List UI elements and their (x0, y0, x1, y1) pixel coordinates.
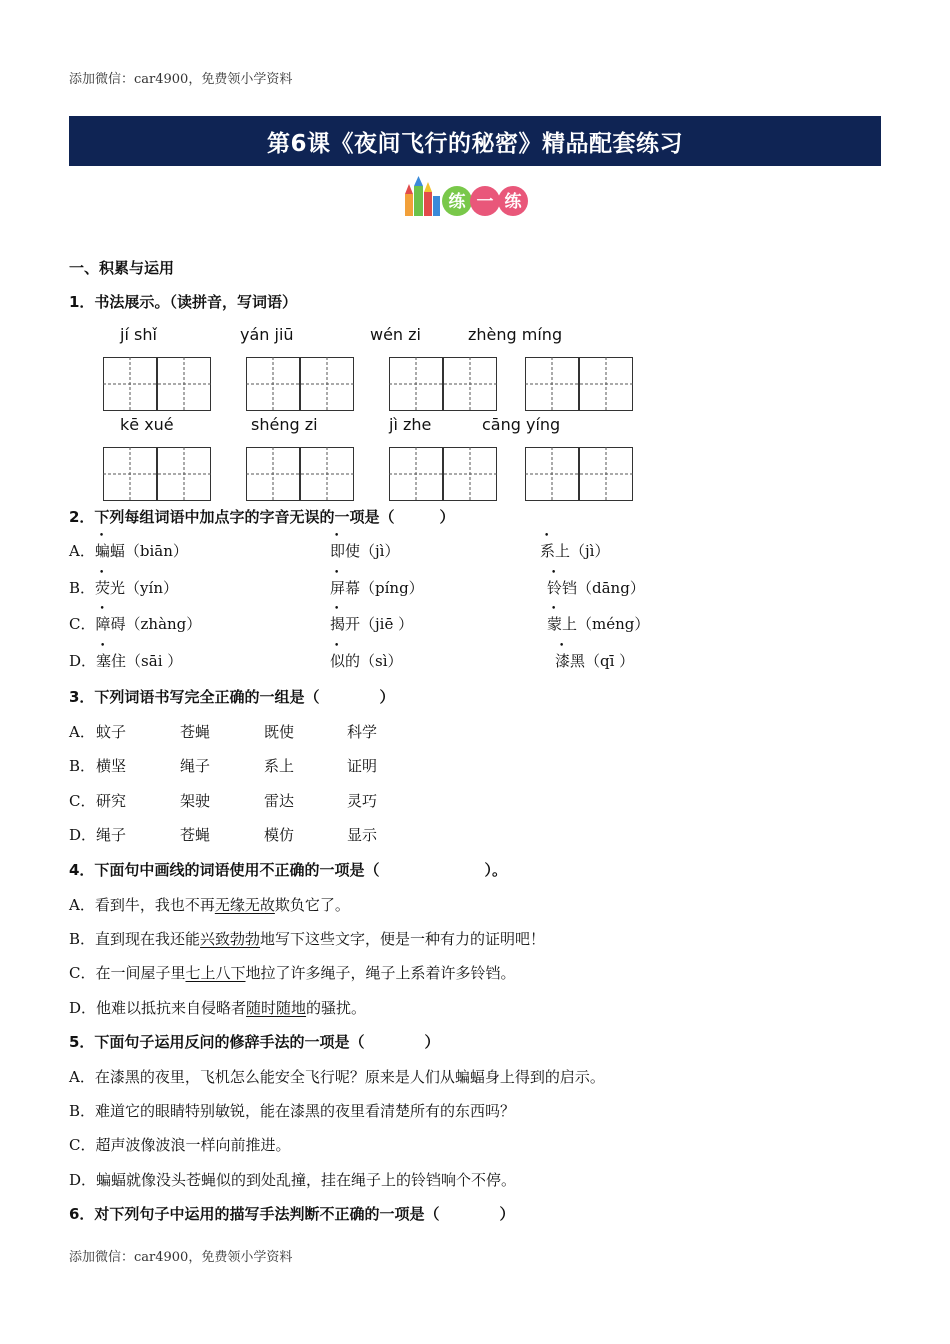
option-word: 铛（dāng） (562, 579, 645, 597)
q5-title: 5．下面句子运用反问的修辞手法的一项是（ ） (69, 1033, 440, 1051)
option-label: C． (69, 615, 96, 633)
q3-word: 绳子 (96, 826, 127, 844)
q3-word: 绳子 (180, 757, 211, 775)
writing-grid[interactable] (103, 447, 211, 501)
pinyin-4: zhèng míng (468, 325, 563, 344)
dotted-char: 漆 (555, 652, 571, 670)
q5-option-c[interactable]: C．超声波像波浪一样向前推进。 (69, 1136, 291, 1154)
option-word: 使（jì） (345, 542, 400, 560)
q3-word: 既使 (264, 723, 295, 741)
option-word: 黑（qī ） (570, 652, 635, 670)
q2-option-d-2 (330, 650, 403, 671)
q6-title: 6．对下列句子中运用的描写手法判断不正确的一项是（ ） (69, 1205, 515, 1223)
dotted-char: 蝙 (94, 542, 110, 560)
sentence-text: A．看到牛，我也不再 (69, 896, 215, 914)
dotted-char: 荧 (95, 579, 111, 597)
pinyin-8: cāng yíng (482, 415, 561, 434)
q4-title: 4．下面句中画线的词语使用不正确的一项是（ ）。 (69, 861, 507, 879)
q3-word: 雷达 (264, 792, 295, 810)
q4-option-c[interactable] (69, 962, 516, 983)
q5-option-a[interactable]: A．在漆黑的夜里，飞机怎么能安全飞行呢？原来是人们从蝙蝠身上得到的启示。 (69, 1068, 605, 1086)
q3-word: 苍蝇 (180, 826, 211, 844)
writing-grid[interactable] (525, 447, 633, 501)
pinyin-7: jì zhe (389, 415, 432, 434)
q2-option-a-2 (330, 540, 399, 561)
q3-word: 研究 (96, 792, 127, 810)
q2-option-d[interactable] (69, 650, 182, 671)
option-word: 开（jiē ） (345, 615, 414, 633)
q2-option-c-2 (330, 613, 413, 634)
dotted-char: 揭 (330, 615, 346, 633)
sentence-text: 地拉了许多绳子，绳子上系着许多铃铛。 (245, 964, 516, 982)
option-word: 上（jì） (555, 542, 610, 560)
q3-option-c-label[interactable]: C． (69, 792, 96, 810)
sentence-text: 的骚扰。 (306, 999, 367, 1017)
q2-option-c[interactable] (69, 613, 201, 634)
q5-option-d[interactable]: D．蝙蝠就像没头苍蝇似的到处乱撞，挂在绳子上的铃铛响个不停。 (69, 1171, 517, 1189)
q1-title: 1．书法展示。（读拼音，写词语） (69, 293, 297, 311)
q3-word: 架驶 (180, 792, 211, 810)
q2-title: 2．下列每组词语中加点字的字音无误的一项是（ ） (69, 508, 455, 526)
option-word: 光（yín） (110, 579, 178, 597)
q2-option-d-3 (555, 650, 634, 671)
option-label: A． (69, 542, 95, 560)
q3-word: 灵巧 (347, 792, 378, 810)
q2-option-c-3 (547, 613, 649, 634)
logo-char-1: 练 (448, 192, 466, 212)
page-title-banner (69, 116, 881, 166)
q3-option-d-label[interactable]: D． (69, 826, 97, 844)
dotted-char: 似 (330, 652, 346, 670)
sentence-text: B．直到现在我还能 (69, 930, 201, 948)
dotted-char: 屏 (330, 579, 346, 597)
q2-option-b[interactable] (69, 577, 178, 598)
option-word: 的（sì） (345, 652, 403, 670)
q3-word: 横坚 (96, 757, 127, 775)
q3-word: 科学 (347, 723, 378, 741)
q3-word: 苍蝇 (180, 723, 211, 741)
q3-word: 证明 (347, 757, 378, 775)
option-word: 住（sāi ） (111, 652, 183, 670)
pinyin-5: kē xué (120, 415, 174, 434)
writing-grid[interactable] (525, 357, 633, 411)
sentence-text: 欺负它了。 (274, 896, 350, 914)
writing-grid[interactable] (389, 357, 497, 411)
footer-note: 添加微信：car4900，免费领小学资料 (69, 1250, 293, 1265)
pinyin-1: jí shǐ (120, 325, 157, 344)
q4-option-b[interactable] (69, 928, 545, 949)
pinyin-6: shéng zi (251, 415, 318, 434)
page-title: 第6课《夜间飞行的秘密》精品配套练习 (266, 130, 683, 157)
logo-char-3: 练 (504, 192, 522, 212)
dotted-char: 铃 (547, 579, 563, 597)
q2-option-a[interactable] (69, 540, 188, 561)
q2-option-a-3 (540, 540, 609, 561)
q2-option-b-2 (330, 577, 424, 598)
option-label: B． (69, 579, 96, 597)
q3-word: 显示 (347, 826, 378, 844)
sentence-text: D．他难以抵抗来自侵略者 (69, 999, 247, 1017)
q5-option-b[interactable]: B．难道它的眼睛特别敏锐，能在漆黑的夜里看清楚所有的东西吗？ (69, 1102, 516, 1120)
dotted-char: 塞 (96, 652, 112, 670)
pinyin-3: wén zi (370, 325, 421, 344)
q3-title: 3．下列词语书写完全正确的一组是（ ） (69, 688, 395, 706)
q3-word: 蚊子 (96, 723, 127, 741)
option-label: D． (69, 652, 97, 670)
logo-char-2: 一 (476, 192, 494, 212)
option-word: 幕（píng） (345, 579, 424, 597)
writing-grid[interactable] (389, 447, 497, 501)
underlined-word: 七上八下 (185, 964, 246, 982)
dotted-char: 障 (95, 615, 111, 633)
underlined-word: 随时随地 (246, 999, 307, 1017)
header-note: 添加微信：car4900，免费领小学资料 (69, 72, 293, 87)
underlined-word: 兴致勃勃 (200, 930, 261, 948)
option-word: 蝠（biān） (109, 542, 188, 560)
q3-option-a-label[interactable]: A． (69, 723, 95, 741)
practice-logo (403, 176, 533, 218)
pinyin-2: yán jiū (240, 325, 294, 344)
dotted-char: 系 (540, 542, 556, 560)
writing-grid[interactable] (246, 447, 354, 501)
option-word: 上（méng） (562, 615, 650, 633)
q4-option-a[interactable] (69, 894, 350, 915)
underlined-word: 无缘无故 (214, 896, 275, 914)
writing-grid[interactable] (246, 357, 354, 411)
q3-word: 模仿 (264, 826, 295, 844)
sentence-text: 地写下这些文字，便是一种有力的证明吧！ (260, 930, 546, 948)
q2-option-b-3 (547, 577, 645, 598)
dotted-char: 即 (330, 542, 346, 560)
sentence-text: C．在一间屋子里 (69, 964, 186, 982)
dotted-char: 蒙 (547, 615, 563, 633)
q4-option-d[interactable] (69, 997, 366, 1018)
writing-grid[interactable] (103, 357, 211, 411)
option-word: 碍（zhàng） (110, 615, 202, 633)
q3-option-b-label[interactable]: B． (69, 757, 96, 775)
q3-word: 系上 (264, 757, 295, 775)
section-title: 一、积累与运用 (69, 259, 175, 277)
